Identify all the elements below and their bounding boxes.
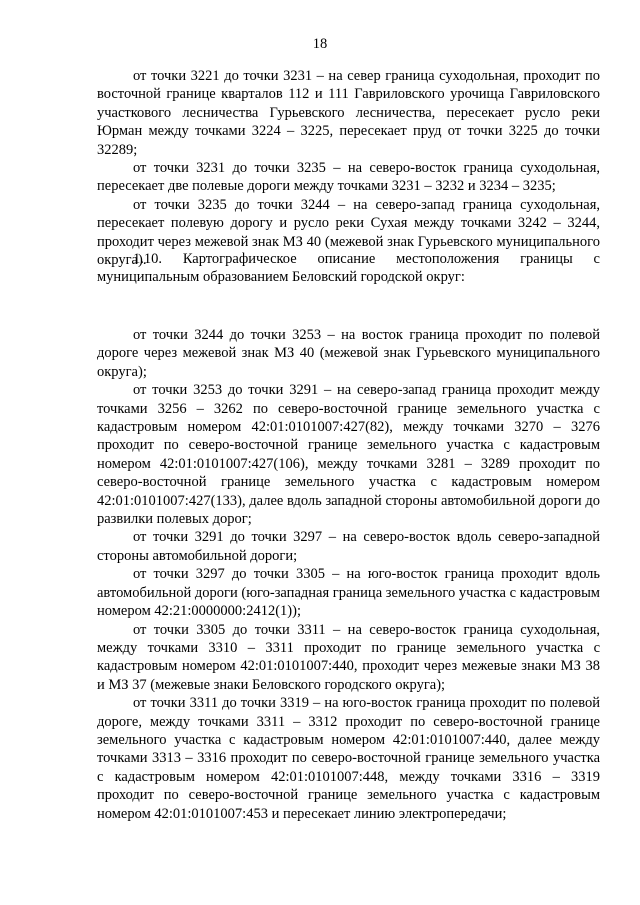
boundary-description-section (97, 67, 600, 269)
section-heading-block (97, 250, 600, 287)
section-heading: 1.10. Картографическое описание местоположения границы с муниципальным образованием Беловский городской округ: (97, 251, 600, 286)
paragraph: от точки 3305 до точки 3311 – на северо-восток граница суходольная, между точками 3310 – 3311 проходит по границе земельного участка с кадастровым номером 42:01:0101007:440, проходит через межевые знаки МЗ 38 и МЗ 37 (межевые знаки Беловского городского округа); (97, 621, 600, 693)
paragraph: от точки 3221 до точки 3231 – на север граница суходольная, проходит по восточной границе кварталов 112 и 111 Гавриловского урочища Гавриловского участкового лесничества Гурьевского лесничества, пересекает русло реки Юрман между точками 3224 – 3225, пересекает пруд от точки 3225 до точки 32289; (97, 68, 600, 158)
paragraph: от точки 3253 до точки 3291 – на северо-запад граница проходит между точками 3256 – 3262 по северо-восточной границе земельного участка с кадастровым номером 42:01:0101007:427(82), между точками 3270 – 3276 проходит по северо-восточной границе земельного участка с кадастровым номером 42:01:0101007:427(106), между точками 3281 – 3289 проходит по северо-восточной границе земельного участка с кадастровым номером 42:01:0101007:427(133), далее вдоль западной стороны автомобильной дороги до развилки полевых дорог; (97, 382, 600, 528)
paragraph: от точки 3244 до точки 3253 – на восток граница проходит по полевой дороге через межевой знак МЗ 40 (межевой знак Гурьевского муниципального округа); (97, 327, 600, 380)
paragraph: от точки 3291 до точки 3297 – на северо-восток вдоль северо-западной стороны автомобильной дороги; (97, 529, 600, 564)
boundary-description-section (97, 326, 600, 823)
paragraph: от точки 3235 до точки 3244 – на северо-запад граница суходольная, пересекает полевую дорогу и русло реки Сухая между точками 3242 – 3244, проходит через межевой знак МЗ 40 (межевой знак Гурьевского муниципального округа). (97, 196, 600, 269)
paragraph: от точки 3311 до точки 3319 – на юго-восток граница проходит по полевой дороге, между точками 3311 – 3312 проходит по северо-восточной границе земельного участка с кадастровым номером 42:01:0101007:440, далее между точками 3313 – 3316 проходит по северо-восточной границе земельного участка с кадастровым номером 42:01:0101007:448, между точками 3316 – 3319 проходит по северо-восточной границе земельного участка с кадастровым номером 42:01:0101007:453 и пересекает линию электропередачи; (97, 695, 600, 822)
paragraph: от точки 3231 до точки 3235 – на северо-восток граница суходольная, пересекает две полевые дороги между точками 3231 – 3232 и 3234 – 3235; (97, 160, 600, 195)
paragraph: от точки 3297 до точки 3305 – на юго-восток граница проходит вдоль автомобильной дороги (юго-западная граница земельного участка с кадастровым номером 42:21:0000000:2412(1)); (97, 566, 600, 620)
page-number: 18 (312, 36, 328, 52)
